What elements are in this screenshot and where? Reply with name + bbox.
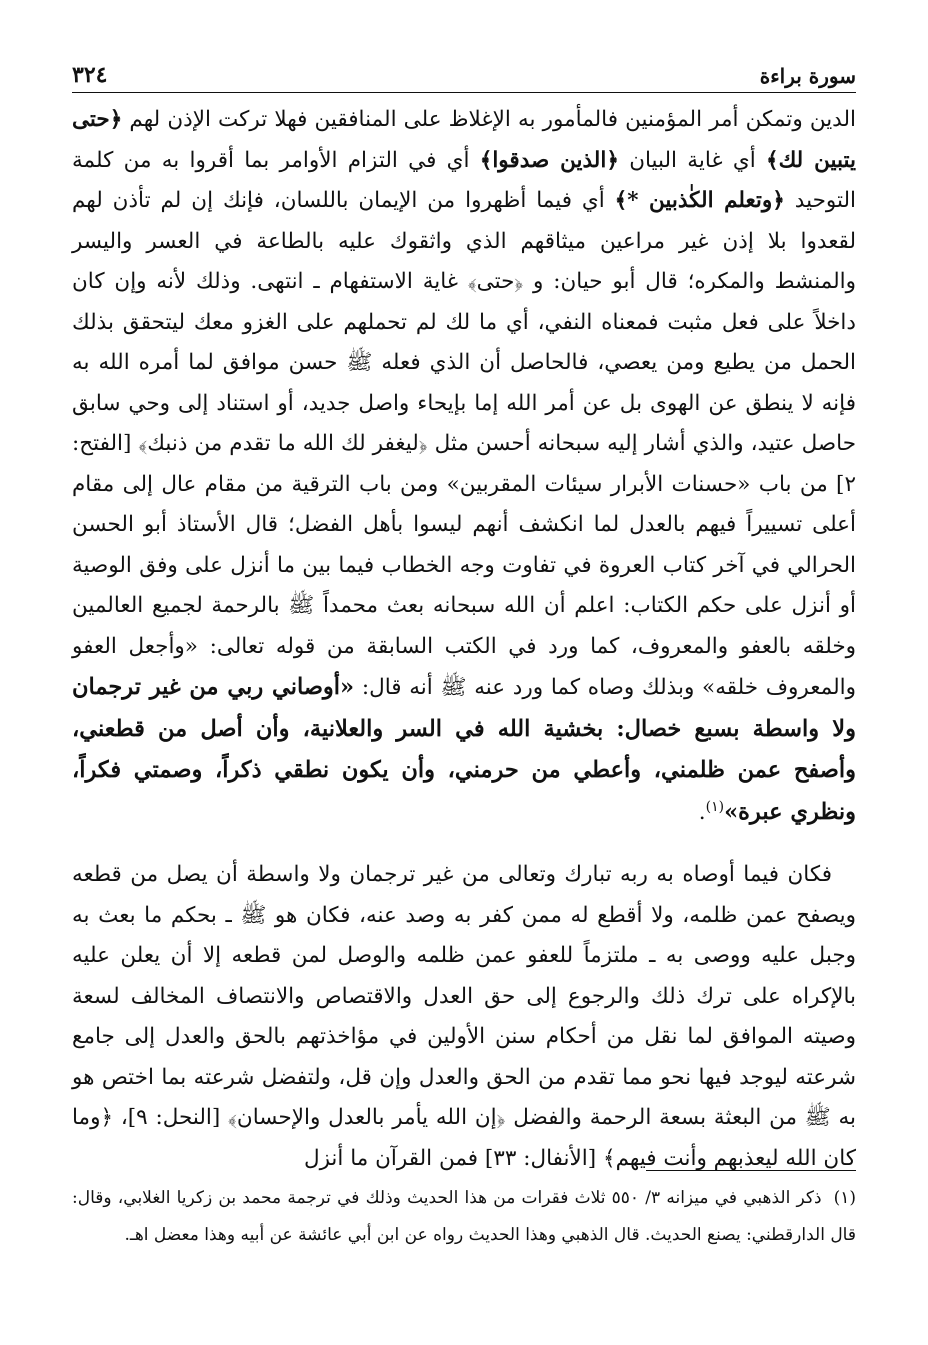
footnote-reference[interactable]: (١): [705, 798, 725, 815]
text-segment: أي فيما أظهروا من الإيمان باللسان، فإنك إن لم تأذن لهم لقعدوا بلا إذن غير مراعين ميثاقهم الذي واثقوك عليه بالطاعة في العسر واليسر والمنشط والمكره؛ قال أبو حيان: و ﴿حتى﴾ غاية الاستفهام ـ انتهى. وذلك لأنه وإن كان داخلاً على فعل مثبت فمعناه النفي، أي ما لك لم تحملهم على الغزو معك ليتحقق بذلك الحمل من يطيع ومن يعصي، فالحاصل أن الذي فعله ﷺ حسن موافق لما أمره الله به فإنه لا ينطق عن الهوى بل عن أمر الله إما بإيحاء واصل جديد، أو استناد إلى وحي سابق حاصل عتيد، والذي أشار إليه سبحانه أحسن مثل ﴿ليغفر لك الله ما تقدم من ذنبك﴾ [الفتح: ٢] من باب «حسنات الأبرار سيئات المقربين» ومن باب الترقية من مقام عال إلى مقام أعلى تسييراً فيهم بالعدل لما انكشف أنهم ليسوا بأهل الفضل؛ قال الأستاذ أبو الحسن الحرالي في آخر كتاب العروة في تفاوت وجه الخطاب فيما بين ما أنزل على وفق الوصية أو أنزل على حكم الكتاب: اعلم أن الله سبحانه بعث محمداً ﷺ بالرحمة لجميع العالمين وخلقه بالعفو والمعروف، كما ورد في الكتب السابقة من قوله تعالى: «وأجعل العفو والمعروف خلقه» وبذلك وصاه كما ورد عنه ﷺ أنه قال:: [72, 188, 856, 700]
page-header: [72, 55, 856, 93]
text-segment: الدين وتمكن أمر المؤمنين فالمأمور به الإغلاظ على المنافقين فهلا تركت الإذن لهم: [122, 107, 856, 132]
paragraph-1: [72, 100, 856, 833]
footnote-text: ذكر الذهبي في ميزانه ٣/ ٥٥٠ ثلاث فقرات من هذا الحديث وذلك في ترجمة محمد بن زكريا الغلابي، وقال: قال الدارقطني: يصنع الحديث. قال الذهبي وهذا الحديث رواه عن ابن أبي عائشة عن أبيه وهذا معضل اهـ.: [72, 1188, 856, 1245]
quran-quote: ﴿الذين صدقوا﴾: [479, 147, 619, 173]
page-number: ٣٢٤: [72, 62, 108, 88]
text-segment: .: [698, 799, 706, 825]
quran-quote: ﴿وتعلم الكٰذبين *﴾: [614, 188, 785, 213]
text-segment: أي في التزام الأوامر بما أقروا به من كلمة التوحيد: [72, 147, 856, 213]
paragraph-2: فكان فيما أوصاه به ربه تبارك وتعالى من غير ترجمان ولا واسطة أن يصل من قطعه ويصفح عمن ظلمه، ولا أقطع له ممن كفر به وصد عنه، فكان هو ﷺ ـ بحكم ما بعث به وجبل عليه ووصى به ـ ملتزماً للعفو عمن ظلمه والوصل لمن قطعه إلا أن يعلن عليه بالإكراه على ترك ذلك والرجوع إلى حق العدل والاقتصاص والانتصاف المخالف لسعة وصيته الموافق لما نقل من أحكام سنن الأولين في مؤاخذتهم بالحق والعدل إلى جامع شرعته ليوجد فيها نحو مما تقدم من الحق والعدل وإن قل، ولتفضل شرعته بما اختص هو به ﷺ من البعثة بسعة الرحمة والفضل ﴿إن الله يأمر بالعدل والإحسان﴾ [النحل: ٩]، ﴿وما كان الله ليعذبهم وأنت فيهم﴾ [الأنفال: ٣٣] فمن القرآن ما أنزل: [72, 862, 856, 1171]
main-text: [72, 100, 856, 1179]
footnote-divider: [646, 1170, 856, 1171]
hadith-quote: «أوصاني ربي من غير ترجمان ولا واسطة بسبع خصال: بخشية الله في السر والعلانية، وأن أصل من قطعني، وأصفح عمن ظلمني، وأعطي من حرمني، وأن يكون نطقي ذكراً، وصمتي فكراً، ونظري عبرة»: [72, 674, 856, 825]
surah-title: سورة براءة: [759, 64, 856, 88]
footnote: [72, 1180, 856, 1254]
footnote-number: (١): [833, 1188, 856, 1208]
text-segment: أي غاية البيان: [618, 147, 766, 173]
quran-quote: ﴿حتى يتبين لك﴾: [72, 107, 856, 173]
